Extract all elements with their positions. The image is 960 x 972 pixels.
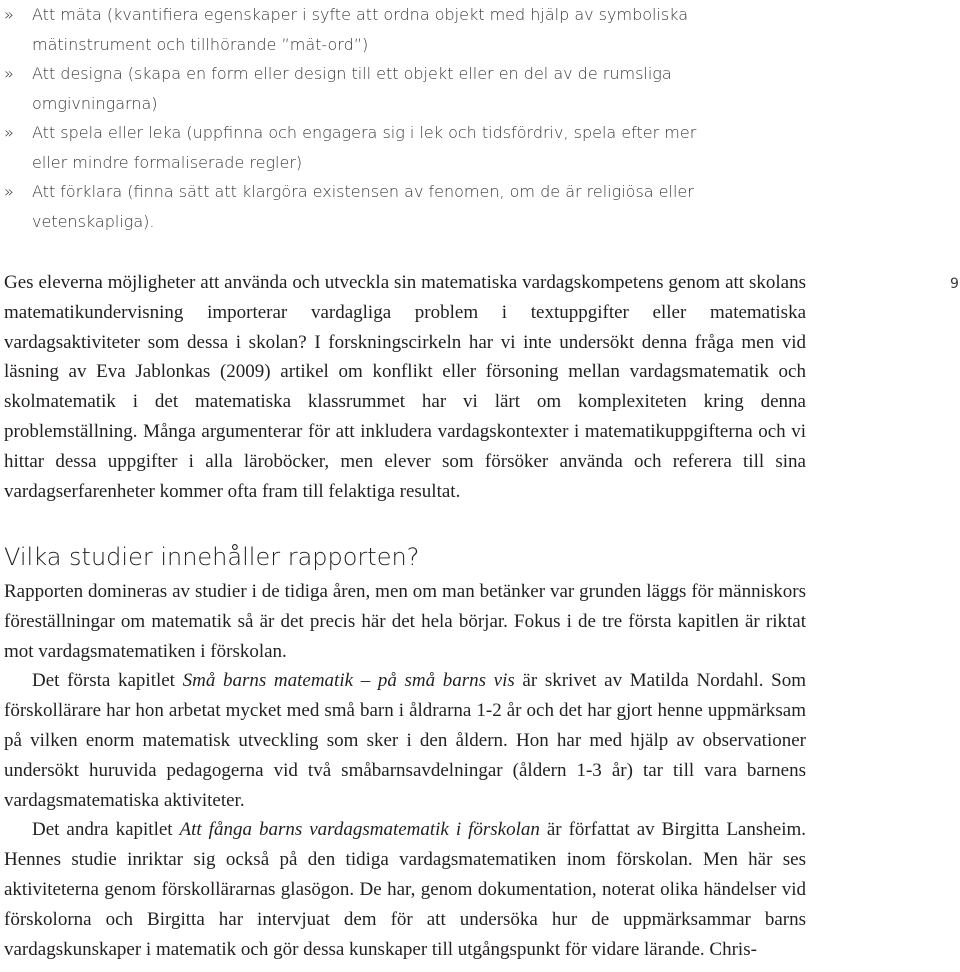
section-body — [4, 577, 806, 964]
bullet-mark: » — [4, 123, 14, 142]
body-paragraph-1: Ges eleverna möjligheter att använda och utveckla sin matematiska vardagskompetens genom att skolans matematikundervisning importerar vardagliga problem i textuppgifter eller matematiska vardagsaktiviteter som dessa i skolan? I forskningscirkeln har vi inte undersökt denna fråga men vid läsning av Eva Jablonkas (2009) artikel om konflikt eller försoning mellan vardagsmatematik och skolmatematik i det matematiska klassrummet har vi lärt om komplexiteten kring denna problemställning. Många argumenterar för att inkludera vardagskontexter i matematikuppgifterna och vi hittar dessa uppgifter i alla läroböcker, men elever som försöker använda och referera till sina vardagserfarenheter kommer ofta fram till felaktiga resultat. — [4, 272, 806, 502]
list-item — [0, 0, 720, 59]
bullet-text: Att mäta (kvantifiera egenskaper i syfte att ordna objekt med hjälp av symboliska mätinstrument och tillhörande ”mät-ord”) — [32, 5, 689, 54]
list-item — [0, 118, 720, 177]
body-paragraph-3 — [4, 666, 806, 815]
bullet-text: Att spela eller leka (uppfinna och engagera sig i lek och tidsfördriv, spela efter mer eller mindre formaliserade regler) — [32, 123, 697, 172]
bullet-list — [0, 0, 720, 236]
paragraph-text: Det andra kapitlet — [32, 819, 180, 841]
body-paragraph-2: Rapporten domineras av studier i de tidiga åren, men om man betänker var grunden läggs för människors föreställningar om matematik så är det precis här det hela börjar. Fokus i de tre första kapitlen är riktat mot vardagsmatematiken i förskolan. — [4, 581, 806, 662]
bullet-mark: » — [4, 182, 14, 201]
body-paragraph-4 — [4, 815, 806, 964]
list-item — [0, 177, 720, 236]
bullet-text: Att förklara (finna sätt att klargöra existensen av fenomen, om de är religiösa eller vetenskapliga). — [32, 182, 694, 231]
bullet-mark: » — [4, 5, 14, 24]
bullet-text: Att designa (skapa en form eller design till ett objekt eller en del av de rumsliga omgivningarna) — [32, 64, 672, 113]
paragraph-text: Det första kapitlet — [32, 670, 183, 692]
list-item — [0, 59, 720, 118]
paragraph-text: är författat av Birgitta Lansheim. Hennes studie inriktar sig också på den tidiga vardagsmatematiken inom förskolan. Men här ses aktiviteterna genom förskollärarnas glasögon. De har, genom dokumentation, noterat olika händelser vid förskolorna och Birgitta har intervjuat dem för att undersöka hur de uppmärksammar barns vardagskunskaper i matematik och gör dessa kunskaper till utgångspunkt för vidare lärande. Chris- — [4, 819, 807, 960]
bullet-mark: » — [4, 64, 14, 83]
page-number: 9 — [950, 276, 959, 292]
chapter-title: Små barns matematik – på små barns vis — [182, 670, 515, 692]
paragraph-text: är skrivet av Matilda Nordahl. Som förskollärare har hon arbetat mycket med små barn i åldrarna 1-2 år och det har gjort henne uppmärksam på vilken enorm matematisk utveckling som sker i den åldern. Hon har med hjälp av observationer undersökt huruvida pedagogerna vid två småbarnsavdelningar (åldern 1-3 år) tar till vara barnens vardagsmatematiska aktiviteter. — [4, 670, 806, 811]
section-heading: Vilka studier innehåller rapporten? — [4, 543, 420, 571]
chapter-title: Att fånga barns vardagsmatematik i förskolan — [179, 819, 540, 841]
